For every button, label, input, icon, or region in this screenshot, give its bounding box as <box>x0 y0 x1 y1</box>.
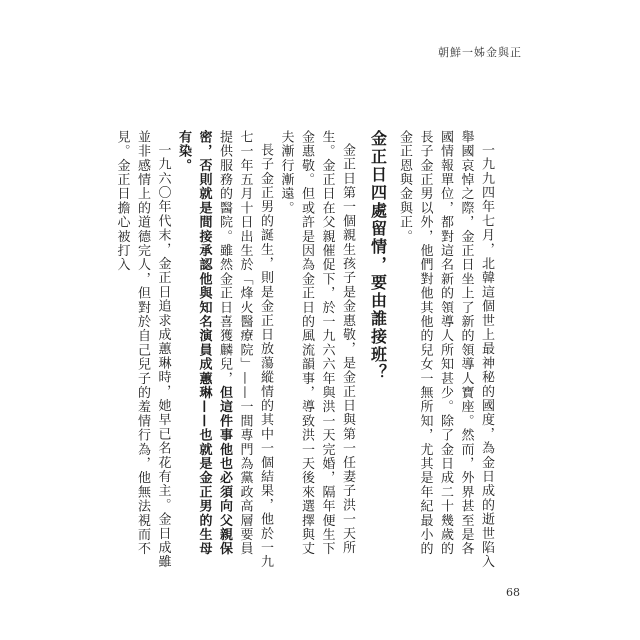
running-header: 朝鮮一姊金與正 <box>438 46 522 59</box>
paragraph-2: 金正日第一個親生孩子是金惠敬，是金正日與第一任妻子洪一天所生。金正日在父親催促下，於一九六六年與洪一天完婚，隔年便生下金惠敬。但或許是因為金正日的風流韻事，導致洪一天後來選擇與丈夫漸行漸遠。 <box>278 130 355 556</box>
paragraph-3-bold: 但這件事他也必須向父親保密，否則就是間接承認他與知名演員成蕙琳——也就是金正男的生母有染。 <box>176 130 232 557</box>
page-number: 68 <box>506 586 520 599</box>
paragraph-3-text: 長子金正男的誕生，則是金正日放蕩縱情的其中一個結果，他於一九七一年五月十日出生於「烽火醫療院」——一間專門為黨政高層要員提供服務的醫院。雖然金正日喜獲麟兒， <box>217 130 273 569</box>
paragraph-4: 一九六〇年代末，金正日追求成蕙琳時，她早已名花有主。金日成雖並非感情上的道德完人，但對於自己兒子的羞情行為，他無法視而不見。金正日擔心被打入 <box>114 130 171 569</box>
paragraph-1: 一九九四年七月，北韓這個世上最神秘的國度，為金日成的逝世陷入舉國哀悼之際，金正日坐上了新的領導人寶座。然而，外界甚至是各國情報單位，都對這名新的領導人所知甚少。除了金日成二十幾歲的長子金正男以外，他們對他其他的兒女一無所知，尤其是年紀最小的金正恩與金與正。 <box>397 130 494 569</box>
body-text <box>114 130 496 570</box>
section-heading: 金正日四處留情，要由誰接班？ <box>368 130 388 382</box>
paragraph-3 <box>173 130 276 570</box>
